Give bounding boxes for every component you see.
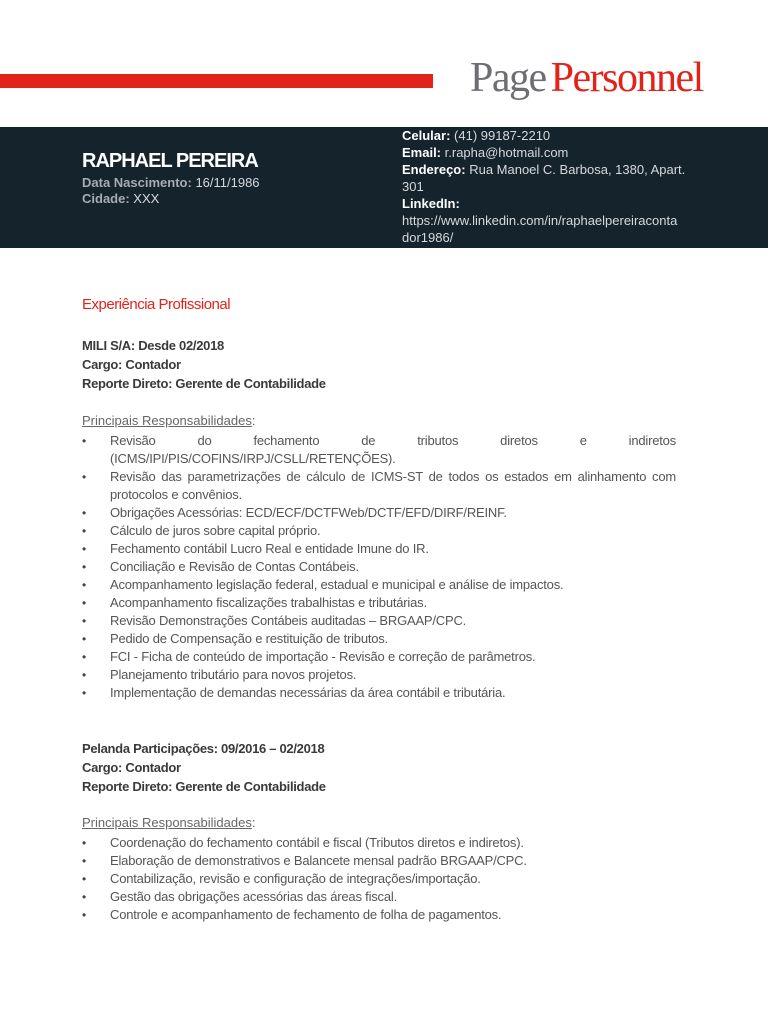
bullet-icon: •: [82, 632, 87, 646]
responsibility-text: FCI - Ficha de conteúdo de importação - Revisão e correção de parâmetros.: [110, 649, 536, 664]
responsibility-item: [82, 684, 676, 702]
responsibility-item: [82, 906, 676, 924]
bullet-icon: •: [82, 686, 87, 700]
responsibilities-colon: :: [251, 815, 256, 830]
responsibilities-colon: :: [251, 413, 256, 428]
phone-label: Celular:: [402, 128, 451, 143]
job-1-header: [82, 336, 326, 393]
accent-bar: [0, 74, 433, 88]
phone-value[interactable]: (41) 99187-2210: [454, 128, 551, 143]
job-company: MILI S/A: Desde 02/2018: [82, 338, 224, 353]
responsibility-item: [82, 630, 676, 648]
linkedin-url[interactable]: https://www.linkedin.com/in/raphaelpereiracontador1986/: [402, 213, 678, 245]
responsibility-text: Acompanhamento fiscalizações trabalhistas e tributárias.: [110, 595, 427, 610]
phone-line: [402, 127, 692, 144]
bullet-icon: •: [82, 836, 87, 850]
responsibility-item: [82, 558, 676, 576]
responsibility-item: [82, 594, 676, 612]
bullet-icon: •: [82, 854, 87, 868]
bullet-icon: •: [82, 596, 87, 610]
responsibility-text: Pedido de Compensação e restituição de tributos.: [110, 631, 389, 646]
responsibility-item: [82, 612, 676, 630]
responsibility-item: [82, 852, 676, 870]
address-value: Rua Manoel C. Barbosa, 1380, Apart. 301: [402, 162, 686, 194]
bullet-icon: •: [82, 614, 87, 628]
birth-date-value: 16/11/1986: [195, 175, 260, 190]
bullet-icon: •: [82, 560, 87, 574]
responsibilities-heading: [82, 815, 255, 830]
bullet-icon: •: [82, 668, 87, 682]
email-line: [402, 144, 692, 161]
bullet-icon: •: [82, 542, 87, 556]
bullet-icon: •: [82, 872, 87, 886]
responsibility-item: [82, 834, 676, 852]
responsibility-text: Cálculo de juros sobre capital próprio.: [110, 523, 321, 538]
job-role: Cargo: Contador: [82, 760, 181, 775]
responsibility-item: [82, 870, 676, 888]
responsibility-text: Revisão do fechamento de tributos diretos e indiretos (ICMS/IPI/PIS/COFINS/IRPJ/CSLL/RETENÇÕES).: [110, 433, 676, 466]
job-reports-to: Reporte Direto: Gerente de Contabilidade: [82, 376, 326, 391]
responsibility-text: Obrigações Acessórias: ECD/ECF/DCTFWeb/DCTF/EFD/DIRF/REINF.: [110, 505, 507, 520]
responsibility-text: Revisão das parametrizações de cálculo de ICMS-ST de todos os estados em alinhamento com protocolos e convênios.: [110, 469, 676, 502]
linkedin-label-line: [402, 195, 692, 212]
job-role: Cargo: Contador: [82, 357, 181, 372]
bullet-icon: •: [82, 506, 87, 520]
bullet-icon: •: [82, 470, 87, 484]
responsibility-item: [82, 576, 676, 594]
bullet-icon: •: [82, 890, 87, 904]
responsibilities-list: [82, 432, 676, 702]
responsibilities-label: Principais Responsabilidades: [82, 815, 252, 830]
responsibility-item: [82, 468, 676, 504]
section-title: Experiência Profissional: [82, 296, 231, 313]
responsibility-item: [82, 648, 676, 666]
candidate-name: RAPHAEL PEREIRA: [82, 150, 258, 172]
responsibility-text: Elaboração de demonstrativos e Balancete mensal padrão BRGAAP/CPC.: [110, 853, 527, 868]
responsibilities-label: Principais Responsabilidades: [82, 413, 252, 428]
responsibility-text: Conciliação e Revisão de Contas Contábeis.: [110, 559, 359, 574]
responsibility-item: [82, 504, 676, 522]
responsibility-text: Fechamento contábil Lucro Real e entidade Imune do IR.: [110, 541, 429, 556]
address-label: Endereço:: [402, 162, 466, 177]
bullet-icon: •: [82, 578, 87, 592]
job-company: Pelanda Participações: 09/2016 – 02/2018: [82, 741, 325, 756]
responsibility-text: Gestão das obrigações acessórias das áreas fiscal.: [110, 889, 397, 904]
responsibility-item: [82, 522, 676, 540]
responsibility-item: [82, 432, 676, 468]
responsibility-text: Coordenação do fechamento contábil e fiscal (Tributos diretos e indiretos).: [110, 835, 524, 850]
responsibility-text: Contabilização, revisão e configuração de integrações/importação.: [110, 871, 481, 886]
city-value: XXX: [133, 191, 160, 206]
logo-page: Page: [470, 55, 546, 101]
responsibilities-heading: [82, 413, 255, 428]
bullet-icon: •: [82, 650, 87, 664]
bullet-icon: •: [82, 524, 87, 538]
responsibility-item: [82, 666, 676, 684]
responsibility-item: [82, 888, 676, 906]
job-2-header: [82, 739, 326, 796]
address-line: [402, 161, 687, 195]
city-line: [82, 191, 159, 206]
job-reports-to: Reporte Direto: Gerente de Contabilidade: [82, 779, 326, 794]
responsibility-text: Implementação de demandas necessárias da área contábil e tributária.: [110, 685, 506, 700]
responsibility-item: [82, 540, 676, 558]
contact-block: [402, 127, 692, 246]
responsibility-text: Acompanhamento legislação federal, estadual e municipal e análise de impactos.: [110, 577, 564, 592]
email-value[interactable]: r.rapha@hotmail.com: [444, 145, 569, 160]
responsibility-text: Revisão Demonstrações Contábeis auditadas – BRGAAP/CPC.: [110, 613, 467, 628]
bullet-icon: •: [82, 908, 87, 922]
city-label: Cidade:: [82, 191, 130, 206]
birth-date-line: [82, 175, 260, 190]
page-personnel-logo: [470, 56, 703, 100]
responsibilities-list: [82, 834, 676, 924]
bullet-icon: •: [82, 434, 87, 448]
responsibility-text: Planejamento tributário para novos projetos.: [110, 667, 357, 682]
birth-date-label: Data Nascimento:: [82, 175, 192, 190]
logo-personnel: Personnel: [550, 55, 703, 101]
linkedin-label: LinkedIn:: [402, 196, 460, 211]
responsibility-text: Controle e acompanhamento de fechamento de folha de pagamentos.: [110, 907, 502, 922]
email-label: Email:: [402, 145, 442, 160]
